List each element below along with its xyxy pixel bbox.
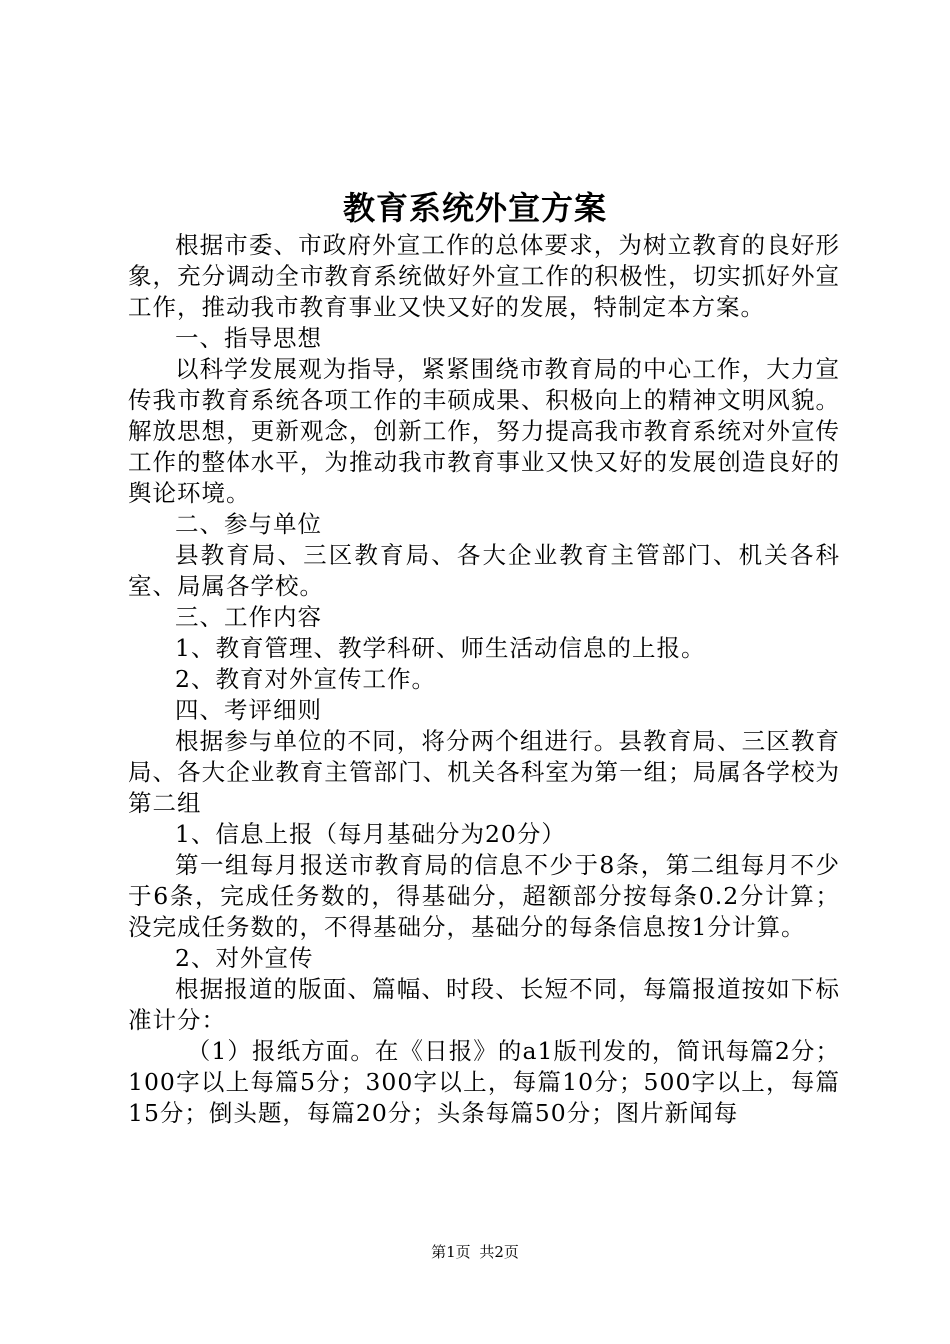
subheading-external-publicity: 2、对外宣传 xyxy=(175,944,314,972)
page-footer xyxy=(0,1240,950,1264)
section-heading-work-content: 三、工作内容 xyxy=(175,603,322,631)
paragraph-info-report: 第一组每月报送市教育局的信息不少于8条，第二组每月不少于6条，完成任务数的，得基础分，超额部分按每条0.2分计算；没完成任务数的，不得基础分，基础分的每条信息按1分计算。 xyxy=(128,851,840,941)
paragraph-guiding-ideology: 以科学发展观为指导，紧紧围绕市教育局的中心工作，大力宣传我市教育系统各项工作的丰硕成果、积极向上的精神文明风貌。解放思想，更新观念，创新工作，努力提高我市教育系统对外宣传工作的整体水平，为推动我市教育事业又快又好的发展创造良好的舆论环境。 xyxy=(128,355,840,507)
section-heading-participants: 二、参与单位 xyxy=(175,510,322,538)
section-heading-guiding-ideology: 一、指导思想 xyxy=(175,324,322,352)
paragraph-intro: 根据市委、市政府外宣工作的总体要求，为树立教育的良好形象，充分调动全市教育系统做好外宣工作的积极性，切实抓好外宣工作，推动我市教育事业又快又好的发展，特制定本方案。 xyxy=(128,231,840,321)
document-body xyxy=(128,230,840,1129)
paragraph-newspaper: （1）报纸方面。在《日报》的a1版刊发的，简讯每篇2分；100字以上每篇5分；300字以上，每篇10分；500字以上，每篇15分；倒头题，每篇20分；头条每篇50分；图片新闻每 xyxy=(128,1037,840,1127)
list-item-work-content-2: 2、教育对外宣传工作。 xyxy=(175,665,436,693)
paragraph-external-publicity: 根据报道的版面、篇幅、时段、长短不同，每篇报道按如下标准计分： xyxy=(128,975,840,1034)
paragraph-evaluation-groups: 根据参与单位的不同，将分两个组进行。县教育局、三区教育局、各大企业教育主管部门、机关各科室为第一组；局属各学校为第二组 xyxy=(128,727,840,817)
section-heading-evaluation: 四、考评细则 xyxy=(175,696,322,724)
paragraph-participants: 县教育局、三区教育局、各大企业教育主管部门、机关各科室、局属各学校。 xyxy=(128,541,840,600)
list-item-work-content-1: 1、教育管理、教学科研、师生活动信息的上报。 xyxy=(175,634,706,662)
subheading-info-report: 1、信息上报（每月基础分为20分） xyxy=(175,820,566,848)
page-number: 第1页 xyxy=(431,1243,471,1261)
document-title: 教育系统外宣方案 xyxy=(342,189,607,227)
page-total: 共2页 xyxy=(479,1243,519,1261)
